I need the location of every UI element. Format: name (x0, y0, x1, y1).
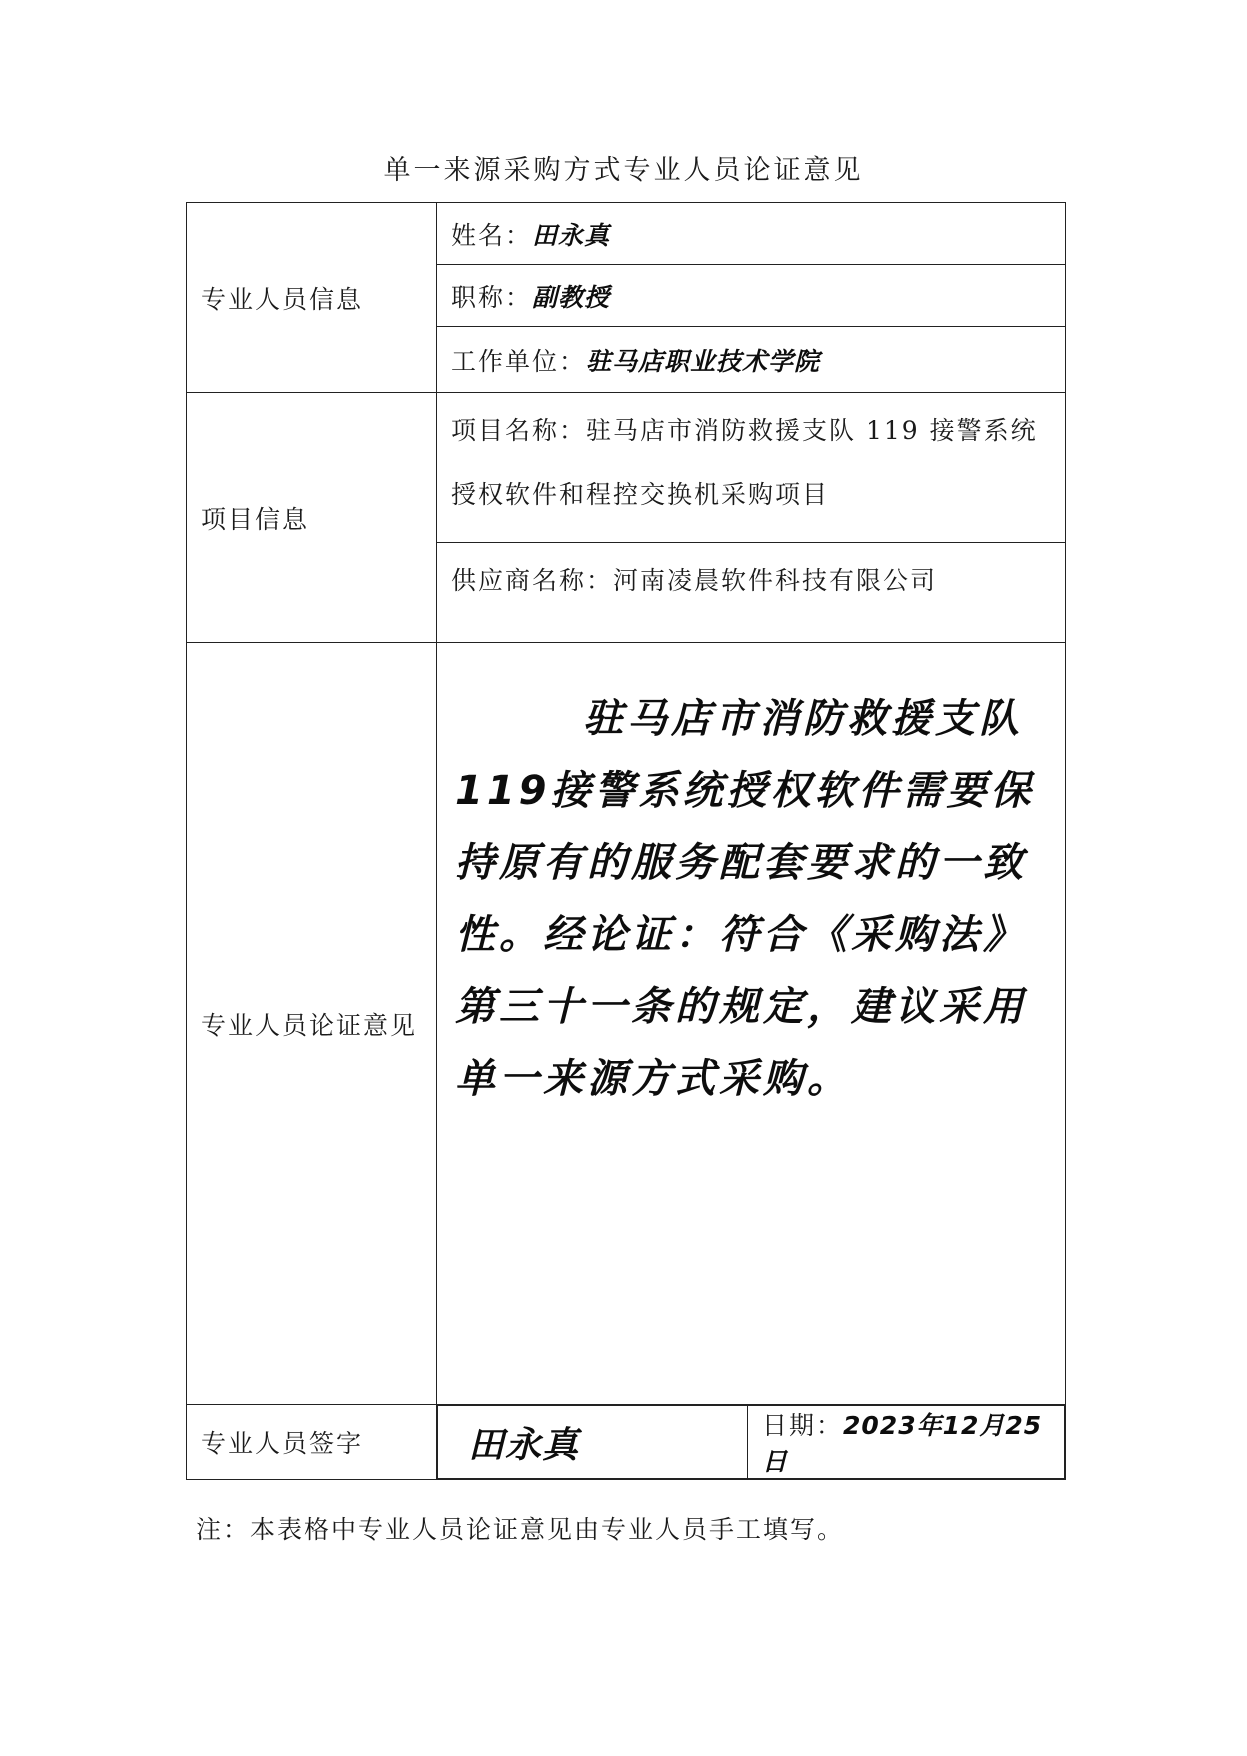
argument-form-table (186, 202, 1066, 1480)
signature-date-cell (437, 1405, 1066, 1480)
opinion-row (187, 643, 1066, 1405)
date-field (748, 1406, 1065, 1479)
date-value: 2023年12月25日 (762, 1411, 1043, 1476)
project-name-field (437, 393, 1066, 543)
opinion-field (437, 643, 1066, 1405)
name-field (437, 203, 1066, 265)
supplier-label: 供应商名称： (451, 566, 614, 595)
name-label: 姓名： (451, 220, 533, 250)
signature-date-table (437, 1405, 1065, 1479)
unit-field (437, 327, 1066, 393)
opinion-text: 驻马店市消防救援支队119接警系统授权软件需要保持原有的服务配套要求的一致性。经论证：符合《采购法》第三十一条的规定，建议采用单一来源方式采购。 (455, 696, 1035, 1102)
title-field (437, 265, 1066, 327)
opinion-label: 专业人员论证意见 (187, 643, 437, 1405)
project-name-label: 项目名称： (451, 416, 587, 445)
footnote: 注：本表格中专业人员论证意见由专业人员手工填写。 (196, 1515, 845, 1544)
signature-label: 专业人员签字 (187, 1405, 437, 1480)
title-value: 副教授 (532, 282, 611, 312)
supplier-value: 河南凌晨软件科技有限公司 (613, 566, 938, 595)
project-info-label: 项目信息 (187, 393, 437, 643)
unit-label: 工作单位： (451, 346, 587, 376)
expert-info-label: 专业人员信息 (187, 203, 437, 393)
project-name-value: 驻马店市消防救援支队 119 接警系统授权软件和程控交换机采购项目 (451, 416, 1038, 509)
signature-field (438, 1406, 748, 1479)
signature-value: 田永真 (468, 1424, 580, 1466)
signature-row (187, 1405, 1066, 1480)
title-label: 职称： (451, 282, 533, 312)
unit-value: 驻马店职业技术学院 (586, 346, 821, 376)
supplier-field (437, 543, 1066, 643)
name-value: 田永真 (532, 220, 611, 250)
expert-name-row (187, 203, 1066, 265)
document-title: 单一来源采购方式专业人员论证意见 (383, 155, 864, 186)
project-name-row (187, 393, 1066, 543)
date-label: 日期： (762, 1411, 844, 1440)
